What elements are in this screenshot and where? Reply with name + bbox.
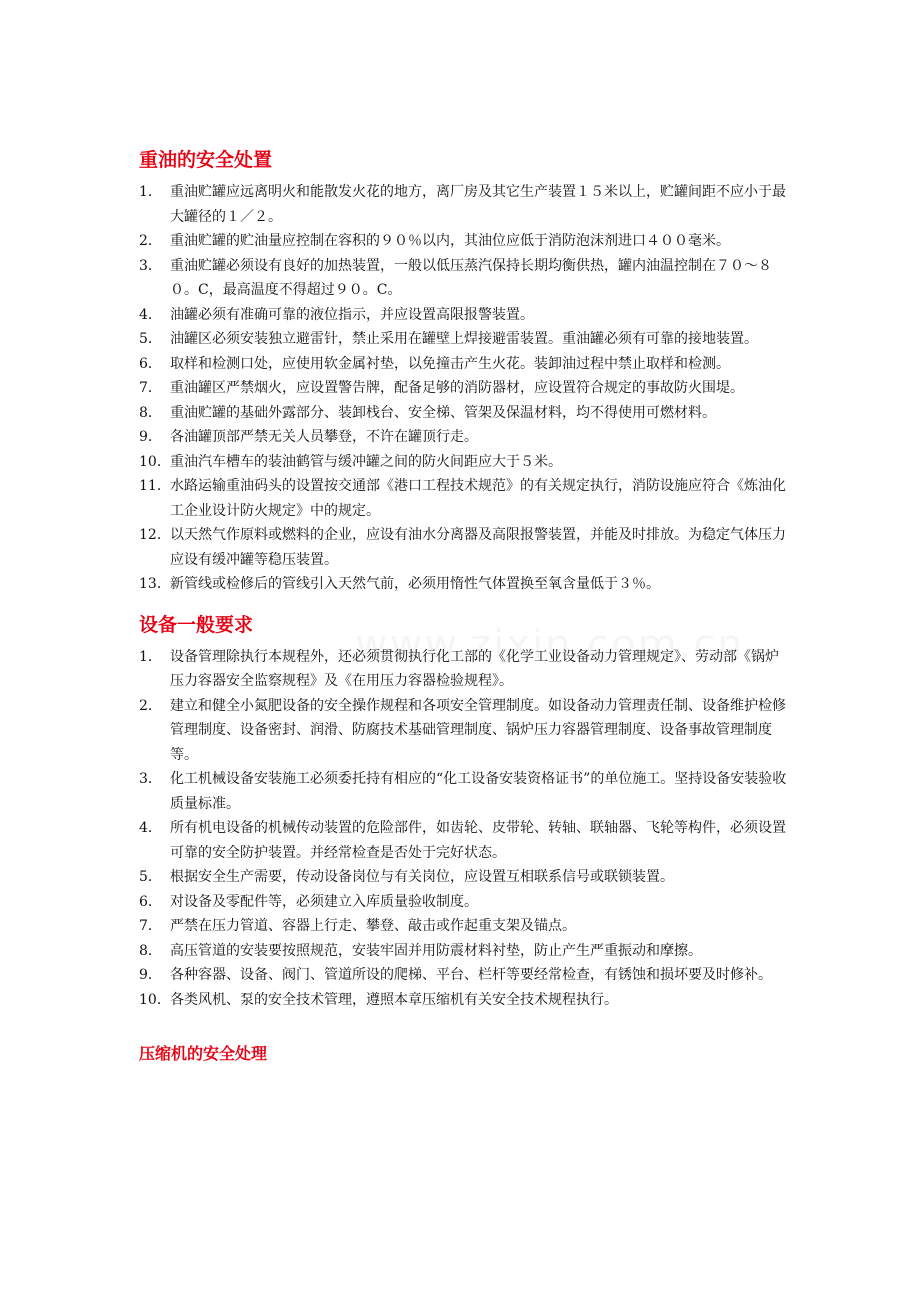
item-text: 严禁在压力管道、容器上行走、攀登、敲击或作起重支架及锚点。 — [170, 918, 576, 934]
item-text: 重油贮罐应远离明火和能散发火花的地方，离厂房及其它生产装置１５米以上，贮罐间距不应小于最大罐径的１／２。 — [170, 184, 786, 225]
item-number: 4． — [139, 306, 162, 323]
list-item — [139, 376, 789, 401]
list-item — [139, 450, 789, 475]
section-title: 设备一般要求 — [139, 613, 254, 636]
item-text: 水路运输重油码头的设置按交通部《港口工程技术规范》的有关规定执行，消防设施应符合《炼油化工企业设计防火规定》中的规定。 — [170, 478, 786, 519]
list-item — [139, 523, 789, 572]
list-item — [139, 352, 789, 377]
item-text: 取样和检测口处，应使用软金属衬垫，以免撞击产生火花。装卸油过程中禁止取样和检测。 — [170, 355, 730, 372]
section-compressor-safety — [139, 1042, 789, 1066]
item-text: 各类风机、泵的安全技术管理，遵照本章压缩机有关安全技术规程执行。 — [170, 991, 618, 1008]
item-list — [139, 645, 789, 1013]
list-item — [139, 425, 789, 450]
item-number: 5． — [139, 331, 162, 347]
list-item — [139, 401, 789, 426]
item-number: 13． — [139, 576, 171, 592]
item-number: 10． — [139, 991, 171, 1008]
list-item — [139, 767, 789, 816]
section-title: 压缩机的安全处理 — [139, 1044, 268, 1063]
item-number: 11． — [139, 478, 171, 494]
list-item — [139, 327, 789, 352]
item-number: 2． — [139, 697, 162, 714]
item-number: 9． — [139, 429, 162, 445]
item-text: 重油汽车槽车的装油鹤管与缓冲罐之间的防火间距应大于５米。 — [170, 453, 562, 470]
item-number: 4． — [139, 820, 162, 836]
item-number: 9． — [139, 967, 162, 983]
item-text: 油罐区必须安装独立避雷针，禁止采用在罐壁上焊接避雷装置。重油罐必须有可靠的接地装置。 — [170, 331, 758, 347]
item-number: 5． — [139, 869, 162, 885]
item-text: 重油贮罐的贮油量应控制在容积的９０％以内，其油位应低于消防泡沫剂进口４００毫米。 — [170, 233, 730, 249]
item-number: 7． — [139, 380, 162, 396]
document-content — [139, 146, 789, 1072]
item-number: 2． — [139, 233, 162, 249]
list-item — [139, 963, 789, 988]
section-equipment-requirements — [139, 611, 789, 1013]
item-number: 12． — [139, 527, 171, 543]
list-item — [139, 180, 789, 229]
item-number: 8． — [139, 942, 162, 959]
item-text: 高压管道的安装要按照规范，安装牢固并用防震材料衬垫，防止产生严重振动和摩擦。 — [170, 942, 702, 959]
item-text: 新管线或检修后的管线引入天然气前，必须用惰性气体置换至氧含量低于３％。 — [170, 576, 660, 592]
item-text: 建立和健全小氮肥设备的安全操作规程和各项安全管理制度。如设备动力管理责任制、设备维护检修管理制度、设备密封、润滑、防腐技术基础管理制度、锅炉压力容器管理制度、设备事故管理制度等。 — [170, 697, 786, 763]
item-number: 7． — [139, 918, 162, 934]
item-text: 各油罐顶部严禁无关人员攀登，不许在罐顶行走。 — [170, 429, 478, 445]
list-item — [139, 914, 789, 939]
item-text: 对设备及零配件等，必须建立入库质量验收制度。 — [170, 893, 478, 910]
item-text: 根据安全生产需要，传动设备岗位与有关岗位，应设置互相联系信号或联锁装置。 — [170, 869, 674, 885]
list-item — [139, 816, 789, 865]
item-number: 8． — [139, 404, 162, 421]
list-item — [139, 254, 789, 303]
item-number: 6． — [139, 355, 162, 372]
section-title: 重油的安全处置 — [139, 149, 273, 171]
item-text: 以天然气作原料或燃料的企业，应设有油水分离器及高限报警装置，并能及时排放。为稳定气体压力应设有缓冲罐等稳压装置。 — [170, 527, 786, 568]
item-text: 重油贮罐必须设有良好的加热装置，一般以低压蒸汽保持长期均衡供热，罐内油温控制在７０～８０。C，最高温度不得超过９０。C。 — [170, 257, 772, 298]
list-item — [139, 890, 789, 915]
item-text: 各种容器、设备、阀门、管道所设的爬梯、平台、栏杆等要经常检查，有锈蚀和损坏要及时修补。 — [170, 967, 772, 983]
list-item — [139, 303, 789, 328]
item-number: 6． — [139, 893, 162, 910]
item-number: 3． — [139, 257, 162, 274]
list-item — [139, 645, 789, 694]
list-item — [139, 988, 789, 1013]
item-text: 重油罐区严禁烟火，应设置警告牌，配备足够的消防器材，应设置符合规定的事故防火围堤。 — [170, 380, 744, 396]
list-item — [139, 229, 789, 254]
section-heavy-oil — [139, 146, 789, 597]
list-item — [139, 865, 789, 890]
item-text: 所有机电设备的机械传动装置的危险部件，如齿轮、皮带轮、转轴、联轴器、飞轮等构件，必须设置可靠的安全防护装置。并经常检查是否处于完好状态。 — [170, 820, 786, 861]
item-text: 设备管理除执行本规程外，还必须贯彻执行化工部的《化学工业设备动力管理规定》、劳动部《锅炉压力容器安全监察规程》及《在用压力容器检验规程》。 — [170, 648, 779, 689]
item-list — [139, 180, 789, 597]
list-item — [139, 939, 789, 964]
item-number: 1． — [139, 184, 162, 200]
item-number: 10． — [139, 453, 171, 470]
item-text: 重油贮罐的基础外露部分、装卸栈台、安全梯、管架及保温材料，均不得使用可燃材料。 — [170, 404, 716, 421]
item-number: 1． — [139, 648, 162, 665]
item-text: 油罐必须有准确可靠的液位指示，并应设置高限报警装置。 — [170, 306, 534, 323]
list-item — [139, 694, 789, 768]
list-item — [139, 572, 789, 597]
item-text: 化工机械设备安装施工必须委托持有相应的“化工设备安装资格证书”的单位施工。坚持设备安装验收质量标准。 — [170, 771, 787, 812]
item-number: 3． — [139, 771, 162, 787]
list-item — [139, 474, 789, 523]
